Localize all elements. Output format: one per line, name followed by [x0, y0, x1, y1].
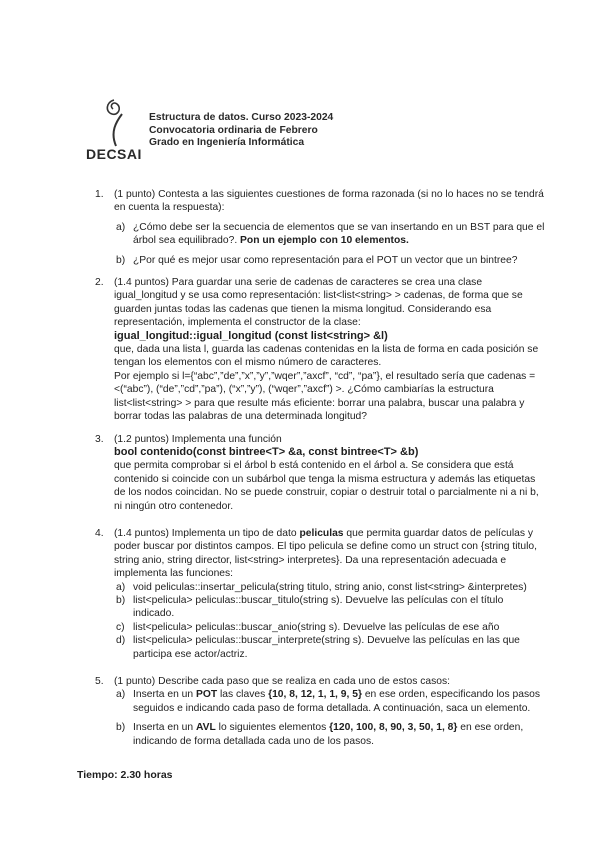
sub-label: a) — [116, 581, 126, 593]
sub-text: list<pelicula> peliculas::buscar_interprete(string s). Devuelve las películas en las que participa ese actor/actriz. — [133, 635, 520, 660]
logo — [86, 98, 146, 164]
course-line: Estructura de datos. Curso 2023-2024 — [149, 112, 334, 123]
sub-label: b) — [116, 254, 126, 266]
sub-text-bold-2: {120, 100, 8, 90, 3, 50, 1, 8} — [329, 722, 458, 734]
questions-list — [95, 188, 545, 757]
sub-text: list<pelicula> peliculas::buscar_titulo(string s). Devuelve las películas con el título indicado. — [133, 594, 504, 620]
exam-duration: Tiempo: 2.30 horas — [77, 769, 173, 781]
question-number: 3. — [95, 433, 104, 445]
sub-text: void peliculas::insertar_pelicula(string titulo, string anio, const list<string> &interpretes) — [133, 581, 527, 593]
question-2 — [95, 276, 545, 423]
sub-label: b) — [116, 594, 126, 606]
sub-text: ¿Por qué es mejor usar como representación para el POT un vector que un bintree? — [133, 254, 518, 266]
question-1 — [95, 188, 545, 267]
sub-text-mid: las claves — [217, 689, 269, 701]
question-number: 4. — [95, 527, 104, 539]
subquestion-b — [114, 594, 545, 621]
question-text-3: Por ejemplo si l={“abc”,”de”,”x”,”y”,”wqer”,”axcf”, “cd”, “pa”}, el resultado sería que cadenas = <(“abc”), (“de”,”cd”,”pa”), (“x”,”y”), (“wqer”,”axcf”) >. ¿Cómo cambiarías la estructura list<list<string> > para que resulte más eficiente: borrar una palabra, buscar una palabra y borrar todas las palabras de una determinada longitud? — [114, 370, 536, 423]
sub-text-bold-1: POT — [195, 689, 218, 701]
subquestion-b — [114, 254, 545, 267]
subquestion-a — [114, 221, 545, 248]
code-signature: bool contenido(const bintree<T> &a, const bintree<T> &b) — [114, 445, 419, 458]
sub-text-post: en ese orden, especificando los pasos seguidos e indicando cada paso de forma detallada. A continuación, saca un elemento. — [133, 689, 540, 714]
question-text-2: que, dada una lista l, guarda las cadenas contenidas en la lista de forma en cada posición se tengan los elementos con el mismo número de caracteres. — [114, 344, 539, 369]
question-text: (1.2 puntos) Implementa una función — [114, 433, 282, 445]
question-text-bold: peliculas — [299, 527, 344, 539]
subquestion-d — [114, 634, 545, 661]
question-text-2: que permita comprobar si el árbol b está contenido en el árbol a. Se considera que está contenido si coincide con un subárbol que tenga la misma estructura y además las etiquetas de los nodos coincidan. No se puede construir, copiar o destruir total o parcialmente ni a ni b, ni ningún otro contenedor. — [114, 460, 539, 512]
degree-line: Grado en Ingeniería Informática — [149, 137, 305, 148]
question-4 — [95, 527, 545, 661]
question-text-pre: (1.4 puntos) Implementa un tipo de dato — [114, 527, 300, 539]
subquestion-c — [114, 621, 545, 634]
logo-text: DECSAI — [86, 146, 142, 162]
sub-text-pre: Inserta en un — [133, 722, 196, 734]
sub-text-bold: Pon un ejemplo con 10 elementos. — [237, 235, 409, 247]
question-5 — [95, 675, 545, 748]
sub-label: a) — [116, 689, 126, 701]
subquestion-a — [114, 688, 545, 715]
question-text: (1.4 puntos) Para guardar una serie de cadenas de caracteres se crea una clase igual_longitud y se usa como representación: list<list<string> > cadenas, de forma que se guarden juntas todas las cadenas que tienen la misma longitud. Considerando esa representación, implementa el constructor de la clase: — [114, 277, 523, 329]
sub-text-mid: lo siguientes elementos — [215, 722, 330, 734]
decsai-logo-icon — [102, 98, 134, 150]
code-signature: igual_longitud::igual_longitud (const list<string> &l) — [114, 329, 388, 342]
sub-text-pre: Inserta en un — [133, 689, 196, 701]
question-number: 5. — [95, 676, 104, 687]
sub-label: b) — [116, 722, 126, 734]
question-number: 1. — [95, 189, 104, 200]
sub-text-bold-1: AVL — [195, 722, 216, 734]
sub-text-post: en ese orden, indicando de forma detallada cada uno de los pasos. — [133, 722, 524, 747]
sub-label: c) — [116, 621, 125, 633]
question-number: 2. — [95, 277, 104, 289]
question-text: (1 punto) Describe cada paso que se realiza en cada uno de estos casos: — [114, 676, 451, 687]
subquestion-a — [114, 581, 545, 594]
sub-text: list<pelicula> peliculas::buscar_anio(string s). Devuelve las películas de ese año — [133, 621, 500, 633]
question-3 — [95, 433, 545, 513]
question-text: (1 punto) Contesta a las siguientes cuestiones de forma razonada (si no lo haces no se tendrá en cuenta la respuesta): — [114, 189, 544, 214]
sub-text-bold-2: {10, 8, 12, 1, 1, 9, 5} — [268, 689, 362, 701]
exam-header — [149, 112, 333, 150]
sub-text: ¿Cómo debe ser la secuencia de elementos que se van insertando en un BST para que el árbol sea equilibrado?. — [133, 221, 545, 247]
sub-label: d) — [116, 635, 126, 647]
question-text: que permita guardar datos de películas y poder buscar por distintos campos. El tipo pelicula se define como un struct con {string titulo, string anio, string director, list<string> interpretes}. Da una representación adecuada e implementa las funciones: — [114, 527, 537, 580]
session-line: Convocatoria ordinaria de Febrero — [149, 124, 318, 136]
subquestion-b — [114, 721, 545, 748]
sub-label: a) — [116, 221, 126, 233]
